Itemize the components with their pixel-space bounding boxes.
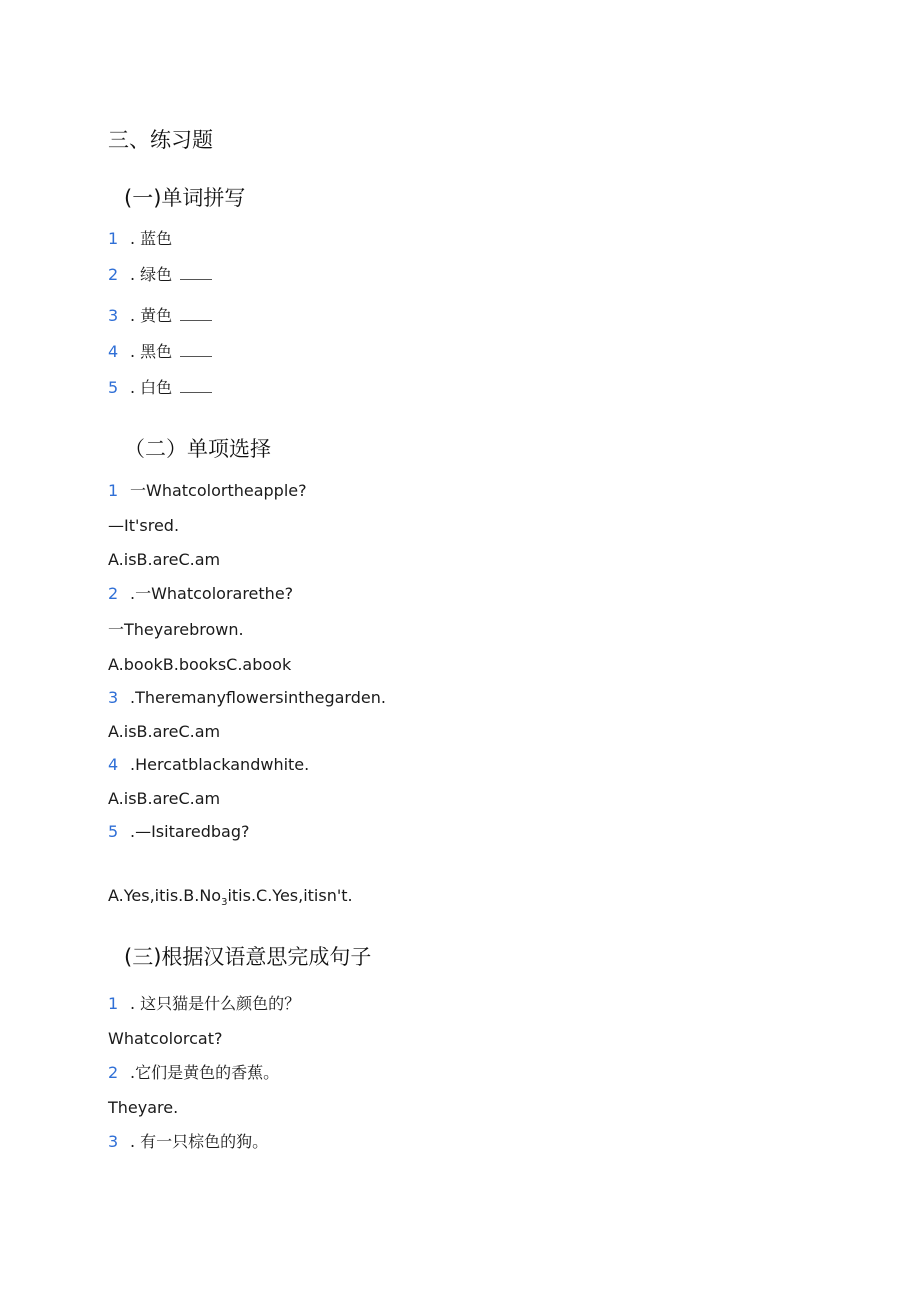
options-line: A.isB.areC.am (108, 789, 221, 808)
chinese-prompt: . 有一只棕色的狗。 (130, 1132, 269, 1151)
item-number: 3 (108, 306, 119, 325)
question-number: 2 (108, 584, 119, 603)
answer-line: 一Theyarebrown. (108, 620, 244, 639)
part1-item (108, 229, 172, 249)
answer-blank[interactable] (180, 344, 212, 357)
answer-blank[interactable] (180, 308, 212, 321)
options-part-b: itis.C.Yes,itisn't. (227, 886, 353, 905)
item-text: . 蓝色 (130, 229, 173, 248)
item-text: . 黄色 (130, 306, 173, 325)
part1-item (108, 342, 212, 362)
part1-item (108, 378, 212, 398)
sentence-1 (108, 994, 300, 1014)
question-text: .Hercatblackandwhite. (130, 755, 310, 774)
part2-heading: （二）单项选择 (124, 437, 271, 461)
question-4 (108, 755, 309, 775)
answer-blank[interactable] (180, 380, 212, 393)
part1-item (108, 306, 212, 326)
options-line (108, 886, 353, 913)
question-number: 2 (108, 1063, 119, 1082)
options-part-a: A.Yes,itis.B.No (108, 886, 222, 905)
item-text: . 白色 (130, 378, 173, 397)
answer-blank[interactable] (180, 267, 212, 280)
question-number: 3 (108, 1132, 119, 1151)
options-line: A.isB.areC.am (108, 550, 221, 569)
options-subscript: 3 (221, 897, 228, 909)
question-5 (108, 822, 250, 842)
question-text: .Theremanyflowersinthegarden. (130, 688, 386, 707)
english-sentence: Whatcolorcat? (108, 1029, 223, 1048)
item-number: 1 (108, 229, 119, 248)
part1-item (108, 265, 212, 285)
question-number: 1 (108, 481, 119, 500)
english-sentence: Theyare. (108, 1098, 179, 1117)
question-text: 一Whatcolortheapple? (130, 481, 307, 500)
answer-line: —It'sred. (108, 516, 180, 535)
options-line: A.bookB.booksC.abook (108, 655, 292, 674)
chinese-prompt: . 这只猫是什么颜色的？ (130, 994, 301, 1013)
item-text: . 绿色 (130, 265, 173, 284)
question-number: 4 (108, 755, 119, 774)
question-3 (108, 688, 386, 708)
item-number: 5 (108, 378, 119, 397)
item-number: 4 (108, 342, 119, 361)
question-number: 1 (108, 994, 119, 1013)
question-2 (108, 584, 293, 604)
question-number: 3 (108, 688, 119, 707)
item-text: . 黑色 (130, 342, 173, 361)
part1-heading: (一)单词拼写 (124, 186, 246, 210)
sentence-3 (108, 1132, 268, 1152)
part3-heading: (三)根据汉语意思完成句子 (124, 945, 372, 969)
section-title: 三、练习题 (108, 128, 213, 152)
sentence-2 (108, 1063, 279, 1083)
question-number: 5 (108, 822, 119, 841)
options-line: A.isB.areC.am (108, 722, 221, 741)
question-text: .一Whatcolorarethe? (130, 584, 294, 603)
chinese-prompt: .它们是黄色的香蕉。 (130, 1063, 280, 1082)
question-text: .—Isitaredbag? (130, 822, 250, 841)
item-number: 2 (108, 265, 119, 284)
question-1 (108, 481, 307, 501)
